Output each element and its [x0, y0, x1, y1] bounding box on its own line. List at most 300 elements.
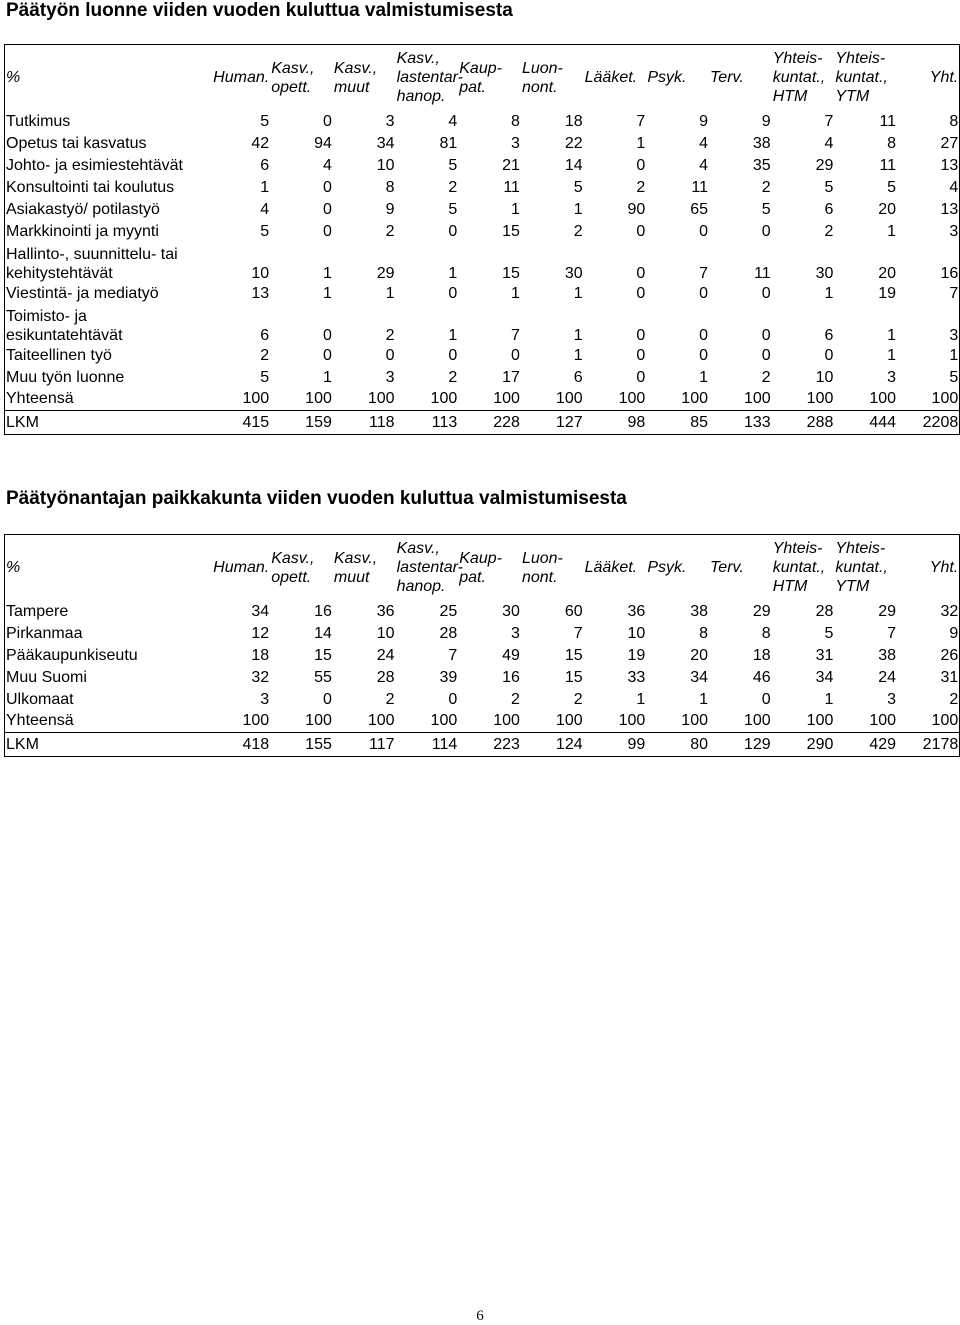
lkm-row	[5, 411, 960, 435]
table-cell: 0	[636, 264, 646, 282]
table-cell: 11	[503, 178, 520, 196]
table-cell: 0	[761, 326, 771, 344]
table-cell: 7	[949, 284, 959, 302]
table-cell: 2	[949, 690, 959, 708]
table-cell: 3	[887, 690, 897, 708]
table-cell: 65	[690, 200, 708, 218]
table-cell: 2	[573, 222, 583, 240]
table-cell: 1	[385, 284, 395, 302]
table-cell: 3	[385, 112, 395, 130]
table-cell: 42	[251, 134, 270, 152]
table-cell: 7	[573, 624, 583, 642]
table-cell: 7	[511, 326, 520, 344]
table-cell: 1	[260, 178, 270, 196]
row-label-line: Toimisto- ja	[6, 307, 87, 325]
table-cell: 29	[878, 602, 897, 620]
row-label-line: Muu työn luonne	[6, 368, 125, 386]
table-cell: 0	[636, 222, 646, 240]
lkm-label: LKM	[5, 411, 208, 435]
row-label-line: Taiteellinen työ	[6, 346, 112, 364]
column-header	[584, 45, 647, 111]
table-cell: 0	[636, 346, 646, 364]
table-cell: 9	[949, 624, 959, 642]
column-header	[897, 45, 960, 111]
table-cell: 15	[314, 646, 332, 664]
table-cell: 24	[878, 668, 897, 686]
column-header	[333, 535, 396, 601]
table-row	[5, 177, 960, 199]
column-header	[709, 535, 772, 601]
lkm-cell: 288	[772, 411, 835, 435]
table-cell: 13	[940, 156, 959, 174]
table-cell: 38	[878, 646, 897, 664]
table-cell: 7	[636, 112, 646, 130]
table-cell: 2	[511, 690, 520, 708]
table-cell: 10	[627, 624, 646, 642]
table-cell: 6	[824, 200, 834, 218]
lkm-cell: 155	[270, 733, 333, 757]
table-cell: 2	[448, 178, 458, 196]
table-cell: 10	[251, 264, 270, 282]
table-cell: 1	[573, 326, 583, 344]
lkm-cell: 223	[458, 733, 521, 757]
table-cell: 30	[502, 602, 520, 620]
table-cell: 5	[448, 200, 458, 218]
column-header-line: muut	[333, 78, 370, 96]
table-cell: 18	[564, 112, 583, 130]
table-cell: 1	[448, 326, 458, 344]
table-cell: 1	[636, 690, 646, 708]
column-header-line: muut	[333, 568, 370, 586]
table-cell: 60	[564, 602, 583, 620]
table-cell: 1	[887, 222, 897, 240]
row-label	[5, 305, 208, 345]
table-cell: 2	[636, 178, 646, 196]
table-cell: 33	[627, 668, 646, 686]
table-cell: 1	[824, 690, 834, 708]
table-cell: 0	[761, 222, 771, 240]
table-cell: 1	[322, 368, 332, 386]
lkm-cell: 118	[333, 411, 396, 435]
table-cell: 38	[690, 602, 708, 620]
table-cell: 2	[761, 178, 771, 196]
lkm-row	[5, 733, 960, 757]
row-label	[5, 111, 208, 133]
table-cell: 6	[824, 326, 834, 344]
column-header-line: Human.	[213, 559, 270, 577]
table-cell: 2	[260, 346, 270, 364]
table-cell: 4	[824, 134, 834, 152]
table-row	[5, 243, 960, 283]
total-cell: 100	[584, 711, 647, 733]
table-cell: 15	[502, 264, 520, 282]
total-cell: 100	[772, 389, 835, 411]
column-header-line: kuntat.,	[835, 559, 888, 577]
column-header-line: Yhteis-	[772, 540, 823, 558]
column-header	[646, 45, 709, 111]
table-cell: 20	[690, 646, 708, 664]
column-header-line: hanop.	[396, 578, 446, 596]
table-row	[5, 623, 960, 645]
total-cell: 100	[270, 711, 333, 733]
column-header	[646, 535, 709, 601]
table-cell: 19	[627, 646, 646, 664]
row-label-line: Opetus tai kasvatus	[6, 134, 147, 152]
table-cell: 0	[761, 346, 771, 364]
column-header-line: Yhteis-	[835, 540, 886, 558]
table-cell: 14	[564, 156, 583, 174]
table-cell: 1	[448, 264, 458, 282]
table-row	[5, 345, 960, 367]
lkm-cell: 415	[208, 411, 271, 435]
table-row	[5, 221, 960, 243]
table-cell: 5	[824, 624, 834, 642]
column-header-line: kuntat.,	[835, 69, 888, 87]
table-cell: 4	[699, 134, 708, 152]
table-row	[5, 133, 960, 155]
column-header	[772, 45, 835, 111]
table-cell: 1	[824, 284, 834, 302]
lkm-label: LKM	[5, 733, 208, 757]
table-cell: 8	[949, 112, 959, 130]
table-cell: 3	[511, 134, 520, 152]
row-label-line: Hallinto-, suunnittelu- tai	[6, 245, 178, 263]
lkm-cell: 80	[646, 733, 709, 757]
table-cell: 20	[878, 264, 897, 282]
table-cell: 18	[251, 646, 270, 664]
column-header-line: Kaup-	[459, 549, 502, 567]
row-label	[5, 133, 208, 155]
table-cell: 1	[511, 200, 520, 218]
table-cell: 81	[439, 134, 458, 152]
table-cell: 0	[699, 284, 708, 302]
column-header	[333, 45, 396, 111]
table-cell: 8	[385, 178, 395, 196]
table-cell: 29	[376, 264, 395, 282]
row-label-line: Pirkanmaa	[6, 624, 83, 642]
page-number: 6	[476, 1308, 484, 1324]
table-cell: 36	[376, 602, 395, 620]
table-cell: 21	[502, 156, 520, 174]
table-cell: 0	[511, 346, 520, 364]
column-header	[396, 535, 463, 601]
row-label-line: esikuntatehtävät	[6, 326, 123, 344]
table-row	[5, 601, 960, 623]
table-cell: 2	[824, 222, 834, 240]
column-header	[458, 45, 521, 111]
column-header-line: YTM	[835, 578, 870, 596]
column-header-line: kuntat.,	[772, 69, 826, 87]
total-cell: 100	[834, 711, 897, 733]
column-header-line: hanop.	[396, 88, 446, 106]
total-cell: 100	[897, 711, 960, 733]
table-cell: 0	[636, 326, 646, 344]
column-header-line: lastentar-	[396, 69, 463, 87]
lkm-cell: 85	[646, 411, 709, 435]
total-label: Yhteensä	[5, 711, 208, 733]
table-cell: 8	[761, 624, 771, 642]
table-cell: 1	[322, 284, 332, 302]
table-cell: 7	[699, 264, 708, 282]
column-header-line: Psyk.	[647, 559, 687, 577]
table-cell: 2	[573, 690, 583, 708]
table-cell: 5	[949, 368, 959, 386]
table-cell: 25	[439, 602, 458, 620]
table-cell: 19	[878, 284, 897, 302]
column-header-line: Yhteis-	[772, 50, 823, 68]
column-header-line: Kaup-	[459, 59, 502, 77]
section2-title: Päätyönantajan paikkakunta viiden vuoden kuluttua valmistumisesta	[6, 488, 627, 509]
total-cell: 100	[396, 389, 459, 411]
table-cell: 1	[887, 326, 897, 344]
table-row	[5, 667, 960, 689]
table-cell: 20	[878, 200, 897, 218]
total-cell: 100	[333, 389, 396, 411]
column-header-line: Terv.	[710, 559, 744, 577]
table-cell: 5	[260, 368, 270, 386]
table-cell: 6	[260, 326, 270, 344]
table-cell: 4	[260, 200, 270, 218]
table-cell: 15	[502, 222, 520, 240]
total-row	[5, 711, 960, 733]
column-header-line: HTM	[772, 88, 808, 106]
table-cell: 1	[511, 284, 520, 302]
column-header-line: Yht.	[929, 69, 959, 87]
row-label-line: Viestintä- ja mediatyö	[6, 284, 159, 302]
total-cell: 100	[458, 389, 521, 411]
table-cell: 34	[251, 602, 270, 620]
table-cell: 24	[376, 646, 395, 664]
column-header-line: Psyk.	[647, 69, 687, 87]
table-cell: 1	[573, 200, 583, 218]
percent-header: %	[6, 559, 21, 577]
total-cell: 100	[208, 711, 271, 733]
table-cell: 8	[511, 112, 520, 130]
table-cell: 0	[385, 346, 395, 364]
column-header-line: nont.	[521, 78, 558, 96]
total-cell: 100	[897, 389, 960, 411]
column-header-line: Kasv.,	[271, 59, 315, 77]
total-cell: 100	[772, 711, 835, 733]
lkm-cell: 124	[521, 733, 584, 757]
row-label	[5, 283, 208, 305]
lkm-cell: 159	[270, 411, 333, 435]
table-cell: 1	[887, 346, 897, 364]
lkm-cell: 290	[772, 733, 835, 757]
row-label	[5, 367, 208, 389]
table-cell: 16	[502, 668, 520, 686]
table-cell: 34	[690, 668, 708, 686]
total-row	[5, 389, 960, 411]
column-header	[270, 45, 333, 111]
total-cell: 100	[208, 389, 271, 411]
column-header-line: pat.	[459, 568, 486, 586]
total-cell: 100	[646, 711, 709, 733]
percent-header: %	[6, 69, 21, 87]
header-row	[5, 45, 960, 111]
table-cell: 7	[824, 112, 834, 130]
total-cell: 100	[396, 711, 459, 733]
column-header	[584, 535, 647, 601]
table-cell: 1	[699, 368, 708, 386]
table-cell: 31	[940, 668, 959, 686]
row-label-line: Asiakastyö/ potilastyö	[6, 200, 160, 218]
column-header-line: lastentar-	[396, 559, 463, 577]
column-header-line: Kasv.,	[396, 50, 440, 68]
table-cell: 1	[573, 346, 583, 364]
table-cell: 13	[251, 284, 270, 302]
table-cell: 0	[448, 284, 458, 302]
total-label: Yhteensä	[5, 389, 208, 411]
table-cell: 27	[940, 134, 959, 152]
column-header	[834, 45, 897, 111]
table-cell: 0	[448, 346, 458, 364]
table-cell: 18	[752, 646, 771, 664]
table-cell: 0	[636, 368, 646, 386]
table-cell: 0	[699, 222, 708, 240]
row-label-line: Tutkimus	[6, 112, 71, 130]
table-cell: 13	[940, 200, 959, 218]
row-label-line: Konsultointi tai koulutus	[6, 178, 175, 196]
table-cell: 0	[322, 178, 332, 196]
table-cell: 0	[322, 112, 332, 130]
table-cell: 4	[322, 156, 332, 174]
table-cell: 15	[564, 646, 583, 664]
column-header-line: Kasv.,	[396, 540, 440, 558]
column-header	[396, 45, 463, 111]
table-cell: 0	[322, 222, 332, 240]
total-cell: 100	[834, 389, 897, 411]
table-cell: 29	[815, 156, 834, 174]
table-cell: 1	[636, 134, 646, 152]
column-header-line: nont.	[521, 568, 558, 586]
lkm-cell: 117	[333, 733, 396, 757]
row-label-line: Markkinointi ja myynti	[6, 222, 159, 240]
total-cell: 100	[646, 389, 709, 411]
lkm-cell: 133	[709, 411, 772, 435]
table-cell: 0	[448, 222, 458, 240]
table-cell: 6	[260, 156, 270, 174]
column-header-line: kuntat.,	[772, 559, 826, 577]
table-cell: 5	[260, 222, 270, 240]
column-header	[521, 45, 584, 111]
table-row	[5, 111, 960, 133]
lkm-cell: 429	[834, 733, 897, 757]
row-label	[5, 667, 208, 689]
table-cell: 7	[448, 646, 458, 664]
column-header-line: opett.	[271, 568, 312, 586]
column-header-line: Kasv.,	[333, 549, 378, 567]
table-cell: 34	[815, 668, 834, 686]
row-label	[5, 155, 208, 177]
table-cell: 3	[511, 624, 520, 642]
lkm-cell: 113	[396, 411, 459, 435]
table-cell: 3	[385, 368, 395, 386]
table-cell: 32	[940, 602, 959, 620]
table-row	[5, 199, 960, 221]
section1-title: Päätyön luonne viiden vuoden kuluttua valmistumisesta	[6, 0, 513, 21]
table-cell: 5	[573, 178, 583, 196]
row-label-line: Ulkomaat	[6, 690, 74, 708]
table-cell: 28	[815, 602, 834, 620]
table-cell: 29	[752, 602, 771, 620]
row-label-line: Pääkaupunkiseutu	[6, 646, 138, 664]
table-cell: 6	[573, 368, 583, 386]
column-header-line: Kasv.,	[271, 549, 315, 567]
table-cell: 94	[314, 134, 332, 152]
table-cell: 16	[314, 602, 332, 620]
lkm-cell: 418	[208, 733, 271, 757]
table-cell: 15	[564, 668, 583, 686]
table-cell: 90	[627, 200, 646, 218]
column-header	[897, 535, 960, 601]
table-cell: 35	[752, 156, 771, 174]
column-header-line: Human.	[213, 69, 270, 87]
table-cell: 22	[564, 134, 583, 152]
table-cell: 0	[636, 284, 646, 302]
table-cell: 1	[949, 346, 959, 364]
table-cell: 4	[949, 178, 959, 196]
table-cell: 1	[322, 264, 332, 282]
table-cell: 0	[699, 326, 708, 344]
table-cell: 8	[699, 624, 708, 642]
row-label	[5, 623, 208, 645]
table-cell: 5	[260, 112, 270, 130]
lkm-cell: 2178	[897, 733, 960, 757]
table-cell: 9	[761, 112, 771, 130]
row-label	[5, 645, 208, 667]
row-label	[5, 199, 208, 221]
column-header	[772, 535, 835, 601]
table-row	[5, 689, 960, 711]
table-cell: 0	[699, 346, 708, 364]
row-label-line: kehitystehtävät	[6, 264, 113, 282]
column-header-line: HTM	[772, 578, 808, 596]
table-cell: 11	[879, 156, 897, 174]
table-cell: 14	[314, 624, 332, 642]
table-cell: 0	[761, 284, 771, 302]
table-cell: 31	[815, 646, 834, 664]
row-label	[5, 243, 208, 283]
table-cell: 0	[761, 690, 771, 708]
total-cell: 100	[584, 389, 647, 411]
table-row	[5, 283, 960, 305]
table-cell: 46	[752, 668, 771, 686]
table-cell: 17	[502, 368, 520, 386]
table-cell: 0	[322, 326, 332, 344]
lkm-cell: 114	[396, 733, 459, 757]
employer-location-table	[4, 534, 960, 757]
column-header	[458, 535, 521, 601]
row-label-line: Tampere	[6, 602, 69, 620]
lkm-cell: 228	[458, 411, 521, 435]
table-cell: 3	[260, 690, 270, 708]
lkm-cell: 99	[584, 733, 647, 757]
column-header	[834, 535, 897, 601]
table-cell: 11	[879, 112, 897, 130]
table-cell: 0	[322, 200, 332, 218]
column-header	[521, 535, 584, 601]
table-row	[5, 367, 960, 389]
table-cell: 30	[815, 264, 834, 282]
job-nature-table	[4, 44, 960, 435]
total-cell: 100	[458, 711, 521, 733]
row-label	[5, 177, 208, 199]
table-cell: 16	[940, 264, 959, 282]
table-cell: 2	[385, 326, 395, 344]
table-cell: 7	[887, 624, 897, 642]
table-cell: 3	[949, 222, 959, 240]
